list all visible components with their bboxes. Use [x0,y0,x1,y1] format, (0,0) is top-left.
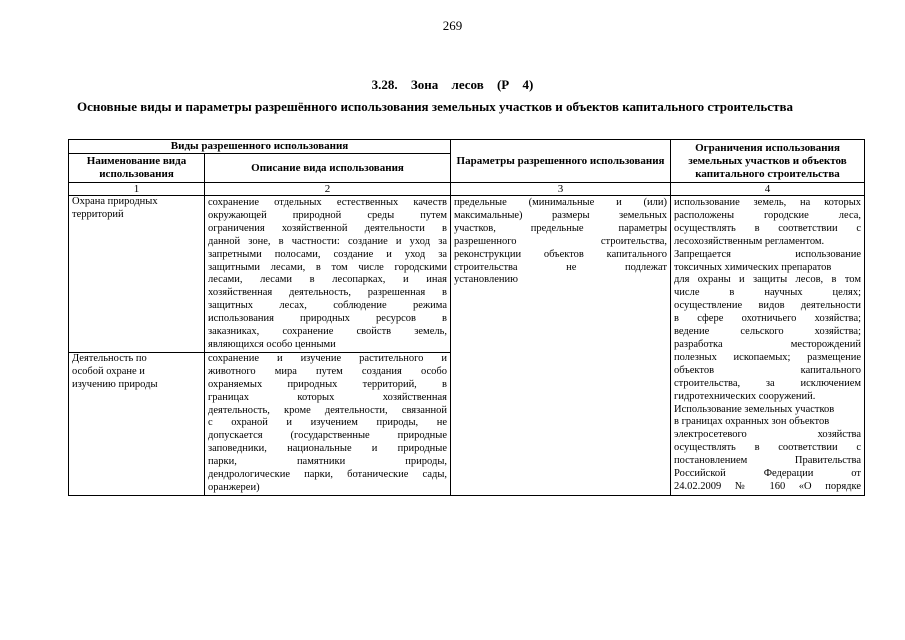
limits-line: Запрещается использование [674,248,862,260]
limits-line: числе в научных целях; [674,287,862,299]
description-line: защитными лесами, в том числе городскими [208,261,448,273]
description-line: животного мира путем создания особо [208,365,448,377]
description-line: заказниках, сохранение свойств земель, [208,326,448,338]
params-line: установлению [454,274,518,286]
header-group-types: Виды разрешенного использования [69,140,451,154]
limits-line: расположены городские леса, [674,209,862,221]
limits-line: Использование земельных участков [674,403,835,415]
limits-line: 24.02.2009 № 160 «О порядке [674,480,862,492]
header-desc: Описание вида использования [205,154,451,183]
description-line: данной зоне, в частности: создание и уход за [208,235,448,247]
description-line: лесами, лесами в лесопарках, и иная [208,274,448,286]
description-line: оранжереи) [208,481,260,493]
limits-line: в сфере охотничьего хозяйства; [674,313,862,325]
params-line: реконструкции объектов капитального [454,248,668,260]
limits-line: электросетевого хозяйства [674,429,862,441]
limits-line: полезных ископаемых; размещение [674,351,862,363]
description-line: дендрологические парки, ботанические сады, [208,469,448,481]
params-line: участков, предельные параметры [454,222,668,234]
description-line: парки, памятники природы, [208,456,448,468]
use-name-cell [69,196,205,353]
description-line: защитных лесах, соблюдение режима [208,300,448,312]
table-header-row-1 [69,140,865,154]
limits-line: токсичных химических препаратов [674,261,832,273]
column-number: 1 [69,183,205,196]
params-line: разрешенного строительства, [454,235,668,247]
description-line: использования природных ресурсов в [208,313,448,325]
use-name-line: изучению природы [72,378,158,390]
document-heading: Основные виды и параметры разрешённого использования земельных участков и объектов капитального строительства [77,99,793,114]
description-line: с охраной и изучением природы, не [208,417,448,429]
description-line: сохранение отдельных естественных качеств [208,197,448,208]
description-line: границах которых хозяйственная [208,391,448,403]
use-description-cell [205,196,451,353]
use-name-line: Охрана природных [72,196,158,207]
limits-line: осуществление видов деятельности [674,300,862,312]
description-line: хозяйственная деятельность, разрешенная в [208,287,448,299]
use-description-cell [205,352,451,495]
params-line: строительства не подлежат [454,261,668,273]
limits-line: постановлением Правительства [674,455,862,467]
column-number: 2 [205,183,451,196]
column-number-row [69,183,865,196]
page-number: 269 [442,18,463,33]
limits-line: гидротехнических сооружений. [674,390,816,402]
section-title [0,77,905,93]
limits-line: использование земель, на которых [674,197,862,208]
limits-line: в границах охранных зон объектов [674,416,830,428]
description-line: охраняемых природных территорий, в [208,378,448,390]
description-line: запретными полосами, создание и уход за [208,248,448,260]
header-params: Параметры разрешенного использования [451,140,671,183]
zoning-table [68,139,865,496]
limits-line: для охраны и защиты лесов, в том [674,274,862,286]
use-name-line: Деятельность по [72,352,147,364]
column-number: 4 [671,183,865,196]
section-name: Зона лесов (Р 4) [410,77,534,92]
description-line: допускается (государственные природные [208,430,448,442]
column-number: 3 [451,183,671,196]
table-row [69,196,865,353]
description-line: ограничения хозяйственной деятельности в [208,222,448,234]
params-line: максимальные) размеры земельных [454,209,668,221]
use-name-line: территорий [72,208,124,220]
description-line: сохранение и изучение растительного и [208,352,448,364]
description-line: окружающей природной среды путем [208,209,448,221]
description-line: являющихся особо ценными [208,338,336,350]
params-cell [451,196,671,496]
limits-line: лесохозяйственным регламентом. [674,235,825,247]
limits-line: осуществлять в соответствии с [674,442,862,454]
use-name-cell [69,352,205,495]
description-line: деятельность, кроме деятельности, связанной [208,404,448,416]
params-line: предельные (минимальные и (или) [454,197,668,208]
limits-line: строительства, за исключением [674,377,862,389]
header-limits: Ограничения использования земельных участков и объектов капитального строительства [671,140,865,183]
description-line: заповедники, национальные и природные [208,443,448,455]
limits-line: ведение сельского хозяйства; [674,326,862,338]
limits-cell [671,196,865,496]
header-name: Наименование вида использования [69,154,205,183]
use-name-line: особой охране и [72,365,145,377]
limits-line: разработка месторождений [674,338,862,350]
limits-line: осуществлять в соответствии с [674,222,862,234]
section-number: 3.28. [371,77,398,92]
limits-line: объектов капитального [674,364,862,376]
limits-line: Российской Федерации от [674,468,862,480]
